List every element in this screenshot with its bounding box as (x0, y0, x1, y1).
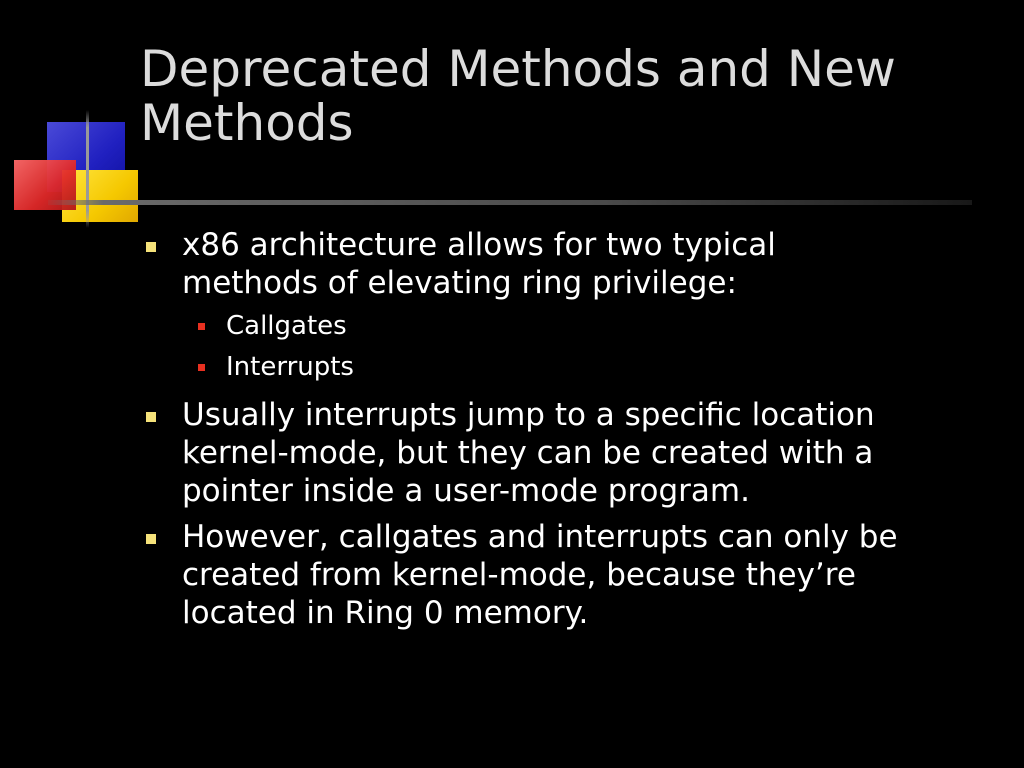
bullet-line: kernel-mode, but they can be created with a (182, 435, 874, 471)
bullet-text (182, 396, 1000, 510)
bullet-line: methods of elevating ring privilege: (182, 265, 737, 301)
slide-title (140, 42, 1000, 150)
sub-bullet-item (182, 306, 1000, 347)
sub-bullet-text: Callgates (226, 311, 347, 341)
bullet-text (182, 226, 1000, 302)
bullet-line: located in Ring 0 memory. (182, 595, 589, 631)
bullet-list (140, 226, 1000, 640)
square-bullet-icon (146, 242, 156, 252)
bullet-text (182, 518, 1000, 632)
sub-bullet-list (182, 306, 1000, 388)
bullet-item (140, 518, 1000, 632)
square-bullet-icon (146, 534, 156, 544)
bullet-line: x86 architecture allows for two typical (182, 227, 776, 263)
title-line: Methods (140, 94, 354, 152)
bullet-line: created from kernel-mode, because they’re (182, 557, 856, 593)
sub-bullet-item (182, 347, 1000, 388)
sub-bullet-text: Interrupts (226, 352, 354, 382)
bullet-line: pointer inside a user-mode program. (182, 473, 750, 509)
bullet-item (140, 396, 1000, 510)
title-line: Deprecated Methods and New (140, 40, 896, 98)
bullet-line: However, callgates and interrupts can only be (182, 519, 898, 555)
bullet-item (140, 226, 1000, 388)
square-bullet-icon (198, 364, 205, 371)
bullet-line: Usually interrupts jump to a specific location (182, 397, 875, 433)
square-bullet-icon (198, 323, 205, 330)
title-underline (48, 200, 972, 205)
logo-vertical-line (86, 110, 89, 228)
square-bullet-icon (146, 412, 156, 422)
